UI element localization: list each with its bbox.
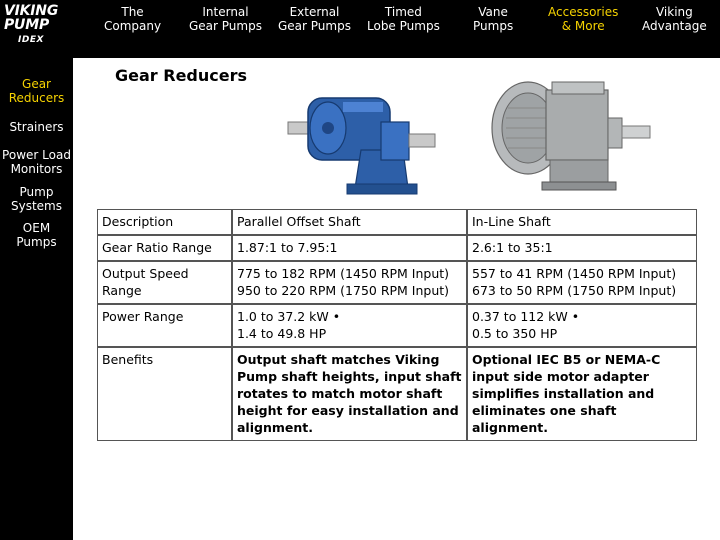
table-row (97, 235, 697, 261)
sidebar-item-label: Monitors (10, 162, 63, 176)
table-row (97, 304, 697, 347)
cell-text: In-Line Shaft (472, 214, 551, 229)
cell-text: 1.0 to 37.2 kW • (237, 309, 341, 324)
sidebar-item-pump-systems[interactable] (0, 185, 73, 213)
nav-timed-lobe-pumps[interactable] (367, 5, 440, 33)
nav-the-company[interactable] (104, 5, 161, 33)
cell-text: 1.87:1 to 7.95:1 (237, 240, 338, 255)
nav-label: & More (561, 19, 605, 33)
in-line-cell (467, 347, 697, 441)
parallel-offset-cell (232, 347, 467, 441)
nav-label: Gear Pumps (278, 19, 351, 33)
in-line-cell (467, 261, 697, 304)
cell-text: 557 to 41 RPM (1450 RPM Input) (472, 266, 677, 281)
nav-vane-pumps[interactable] (473, 5, 513, 33)
sidebar-item-label: Strainers (9, 120, 64, 134)
nav-internal-gear-pumps[interactable] (189, 5, 262, 33)
nav-label: Pumps (473, 19, 514, 33)
row-label: Gear Ratio Range (97, 235, 232, 261)
sidebar-item-label: OEM (22, 221, 51, 235)
in-line-cell (467, 209, 697, 235)
nav-label: Viking (655, 5, 693, 19)
row-label: Power Range (97, 304, 232, 347)
sidebar-item-label: Pump (19, 185, 54, 199)
nav-label: Company (104, 19, 162, 33)
logo-line-1: VIKING (4, 3, 59, 19)
row-label: Benefits (97, 347, 232, 441)
nav-label: Vane (478, 5, 508, 19)
parallel-offset-cell (232, 209, 467, 235)
specification-table (97, 209, 697, 441)
sidebar-item-strainers[interactable] (0, 120, 73, 134)
sidebar-item-label: Pumps (16, 235, 57, 249)
parallel-offset-cell (232, 261, 467, 304)
row-label: Output Speed Range (97, 261, 232, 304)
in-line-cell (467, 235, 697, 261)
table-row (97, 261, 697, 304)
table-row (97, 347, 697, 441)
logo-line-3: IDEX (18, 35, 44, 45)
cell-text: Output shaft matches Viking Pump shaft heights, input shaft rotates to match motor shaft height for easy installation and alignment. (237, 352, 462, 435)
nav-label: Internal (202, 5, 249, 19)
cell-text: 0.5 to 350 HP (472, 326, 558, 341)
cell-text: 1.4 to 49.8 HP (237, 326, 327, 341)
nav-label: Lobe Pumps (367, 19, 440, 33)
nav-accessories-more[interactable] (548, 5, 618, 33)
nav-external-gear-pumps[interactable] (278, 5, 351, 33)
nav-label: Timed (384, 5, 422, 19)
page-title: Gear Reducers (115, 66, 248, 85)
sidebar-item-label: Reducers (8, 91, 65, 105)
parallel-offset-cell (232, 235, 467, 261)
cell-text: Optional IEC B5 or NEMA-C input side motor adapter simplifies installation and eliminates one shaft alignment. (472, 352, 661, 435)
sidebar-item-power-load-monitors[interactable] (0, 148, 73, 176)
sidebar-item-label: Systems (11, 199, 62, 213)
viking-pump-logo[interactable] (4, 4, 70, 50)
cell-text: 673 to 50 RPM (1750 RPM Input) (472, 283, 677, 298)
nav-label: Gear Pumps (189, 19, 262, 33)
table-row (97, 209, 697, 235)
in-line-cell (467, 304, 697, 347)
nav-viking-advantage[interactable] (642, 5, 707, 33)
in-line-reducer-image (488, 68, 660, 198)
nav-label: Accessories (548, 5, 619, 19)
cell-text: 950 to 220 RPM (1750 RPM Input) (237, 283, 450, 298)
nav-label: Advantage (642, 19, 707, 33)
parallel-offset-reducer-image (283, 80, 443, 205)
cell-text: 2.6:1 to 35:1 (472, 240, 553, 255)
nav-label: External (289, 5, 340, 19)
sidebar-item-label: Power Load (2, 148, 71, 162)
cell-text: Parallel Offset Shaft (237, 214, 361, 229)
parallel-offset-cell (232, 304, 467, 347)
cell-text: 0.37 to 112 kW • (472, 309, 580, 324)
cell-text: 775 to 182 RPM (1450 RPM Input) (237, 266, 450, 281)
row-label: Description (97, 209, 232, 235)
nav-label: The (121, 5, 144, 19)
sidebar-item-label: Gear (22, 77, 51, 91)
sidebar-item-oem-pumps[interactable] (0, 221, 73, 249)
logo-line-2: PUMP (4, 17, 50, 33)
sidebar-item-gear-reducers[interactable] (0, 77, 73, 105)
